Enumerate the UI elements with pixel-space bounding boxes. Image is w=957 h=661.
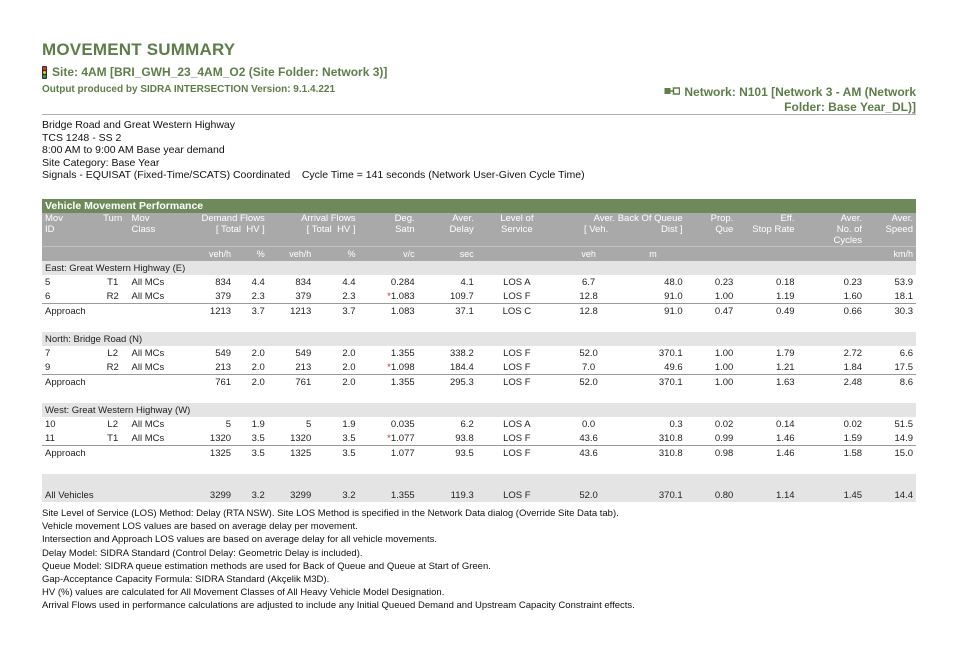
cell-eff: 1.19 (736, 289, 797, 304)
cell-at: 379 (268, 289, 314, 304)
note-line: Arrival Flows used in performance calculations are adjusted to include any Initial Queued Demand and Upstream Capacity Constraint effects. (42, 600, 635, 612)
critical-marker: * (387, 290, 391, 302)
cell-at: 1325 (268, 446, 314, 461)
cell-qd: 48.0 (620, 275, 685, 289)
cell-eff: 0.18 (736, 275, 797, 289)
cell-los: LOS F (477, 346, 557, 360)
cell-dhv: 2.3 (234, 289, 268, 304)
table-header: Mov ID Turn Mov Class Demand Flows [ Total HV ] Arrival Flows [ Total HV ] Deg. Satn Aver. Delay Level of Service Aver. Back Of Queue [ Veh. Dist ] Prop. Que Eff. Stop Rate Aver. No. of Cycles Aver. Speed (42, 213, 916, 247)
cell-at: 5 (268, 417, 314, 431)
cell-dhv: 3.5 (234, 431, 268, 446)
report-title: MOVEMENT SUMMARY (42, 40, 236, 59)
cell-los: LOS A (477, 417, 557, 431)
network-line-1: Network: N101 [Network 3 - AM (Network (684, 85, 916, 99)
cell-prop: 0.99 (686, 431, 737, 446)
cell-cyc: 0.23 (798, 275, 866, 289)
cell-delay: 184.4 (418, 360, 477, 375)
cell-prop: 1.00 (686, 375, 737, 390)
cell-ahv: 3.5 (314, 431, 358, 446)
cell-qd: 310.8 (620, 446, 685, 461)
note-line: Delay Model: SIDRA Standard (Control Delay: Geometric Delay is included). (42, 547, 363, 559)
cell-dt: 761 (194, 375, 234, 390)
cell-id: 9 (42, 360, 97, 375)
cell-deg: 1.355 (359, 346, 418, 360)
cell-spd: 53.9 (865, 275, 916, 289)
cell-los: LOS F (477, 431, 557, 446)
cell-ahv: 2.0 (314, 346, 358, 360)
cell-spd: 6.6 (865, 346, 916, 360)
cell-eff: 1.63 (736, 375, 797, 390)
cell-qd: 370.1 (620, 346, 685, 360)
table-units: veh/h % veh/h % v/c sec veh m km/h (42, 247, 916, 262)
cell-ahv: 1.9 (314, 417, 358, 431)
cell-dt: 5 (194, 417, 234, 431)
cell-deg-value: 1.083 (390, 290, 415, 302)
cell-prop: 1.00 (686, 360, 737, 375)
cell-id: 10 (42, 417, 97, 431)
cell-spd: 14.9 (865, 431, 916, 446)
approach-section-header (42, 332, 916, 346)
cell-delay: 4.1 (418, 275, 477, 289)
cell-cls: All MCs (129, 275, 194, 289)
cell-qv: 52.0 (557, 346, 620, 360)
cell-eff: 1.46 (736, 431, 797, 446)
cell-qv: 0.0 (557, 417, 620, 431)
cell-at: 834 (268, 275, 314, 289)
cell-spd: 18.1 (865, 289, 916, 304)
cell-qd: 91.0 (620, 289, 685, 304)
cell-los: LOS F (477, 360, 557, 375)
cell-qv: 43.6 (557, 446, 620, 461)
site-heading (42, 65, 387, 79)
all-vehicles-row (42, 488, 916, 502)
cell-qv: 12.8 (557, 304, 620, 319)
network-line-2: Folder: Base Year_DL)] (784, 100, 916, 115)
cell-spd: 14.4 (865, 488, 916, 502)
cell-prop: 1.00 (686, 346, 737, 360)
table-caption: Vehicle Movement Performance (42, 199, 916, 213)
cell-qv: 6.7 (557, 275, 620, 289)
approach-name: North: Bridge Road (N) (42, 332, 916, 346)
cell-eff: 1.79 (736, 346, 797, 360)
cell-qd: 49.6 (620, 360, 685, 375)
cell-ahv: 2.3 (314, 289, 358, 304)
cell-delay: 295.3 (418, 375, 477, 390)
row-label: All Vehicles (42, 488, 97, 502)
cell-cyc: 0.66 (798, 304, 866, 319)
cell-prop: 0.98 (686, 446, 737, 461)
cell-dhv: 2.0 (234, 360, 268, 375)
cell-prop: 0.23 (686, 275, 737, 289)
cell-cyc: 1.84 (798, 360, 866, 375)
cell-deg: 1.355 (359, 488, 418, 502)
cell-turn: L2 (97, 417, 129, 431)
cell-spd: 17.5 (865, 360, 916, 375)
cell-dt: 3299 (194, 488, 234, 502)
cell-cyc: 1.58 (798, 446, 866, 461)
cell-ahv: 3.7 (314, 304, 358, 319)
spacer-row (42, 389, 916, 403)
critical-marker: * (387, 432, 391, 444)
cell-qv: 43.6 (557, 431, 620, 446)
cell-cyc: 0.02 (798, 417, 866, 431)
table-row (42, 346, 916, 360)
cell-deg (359, 431, 418, 446)
note-line: Queue Model: SIDRA queue estimation methods are used for Back of Queue and Queue at Start of Green. (42, 560, 491, 572)
cell-prop: 1.00 (686, 289, 737, 304)
cell-qv: 7.0 (557, 360, 620, 375)
cell-delay: 6.2 (418, 417, 477, 431)
info-line: 8:00 AM to 9:00 AM Base year demand (42, 144, 225, 156)
note-line: Site Level of Service (LOS) Method: Delay (RTA NSW). Site LOS Method is specified in the Network Data dialog (Override Site Data tab). (42, 508, 619, 519)
cell-ahv: 2.0 (314, 375, 358, 390)
cell-dhv: 1.9 (234, 417, 268, 431)
note-line: HV (%) values are calculated for All Movement Classes of All Heavy Vehicle Model Designation. (42, 587, 445, 599)
cell-dt: 1325 (194, 446, 234, 461)
cell-los: LOS F (477, 289, 557, 304)
cell-deg: 1.083 (359, 304, 418, 319)
cell-ahv: 2.0 (314, 360, 358, 375)
table-row (42, 289, 916, 304)
cell-dt: 213 (194, 360, 234, 375)
info-line: Site Category: Base Year (42, 156, 160, 169)
cell-eff: 0.49 (736, 304, 797, 319)
cell-eff: 1.46 (736, 446, 797, 461)
row-label: Approach (42, 304, 97, 319)
cell-prop: 0.02 (686, 417, 737, 431)
cell-dt: 549 (194, 346, 234, 360)
info-line: Signals - EQUISAT (Fixed-Time/SCATS) Coordinated Cycle Time = 141 seconds (Network User-Given Cycle Time) (42, 169, 585, 181)
output-note: Output produced by SIDRA INTERSECTION Version: 9.1.4.221 (42, 84, 336, 95)
cell-at: 549 (268, 346, 314, 360)
cell-delay: 37.1 (418, 304, 477, 319)
row-label: Approach (42, 446, 97, 461)
cell-dt: 1320 (194, 431, 234, 446)
cell-at: 761 (268, 375, 314, 390)
cell-los: LOS A (477, 275, 557, 289)
approach-section-header (42, 403, 916, 417)
cell-dhv: 4.4 (234, 275, 268, 289)
header-divider (42, 114, 916, 115)
cell-ahv: 3.2 (314, 488, 358, 502)
table-row (42, 417, 916, 431)
cell-dt: 1213 (194, 304, 234, 319)
cell-eff: 0.14 (736, 417, 797, 431)
cell-delay: 119.3 (418, 488, 477, 502)
cell-id: 11 (42, 431, 97, 446)
cell-id: 6 (42, 289, 97, 304)
notes (42, 507, 635, 613)
table-row (42, 431, 916, 446)
cell-deg: 1.355 (359, 375, 418, 390)
cell-cls: All MCs (129, 431, 194, 446)
cell-cyc: 2.48 (798, 375, 866, 390)
cell-delay: 93.8 (418, 431, 477, 446)
cell-prop: 0.80 (686, 488, 737, 502)
cell-dhv: 3.7 (234, 304, 268, 319)
approach-total-row (42, 304, 916, 319)
movement-performance-table (42, 199, 916, 502)
site-info (42, 119, 585, 182)
spacer-row (42, 318, 916, 332)
cell-los: LOS C (477, 304, 557, 319)
cell-los: LOS F (477, 446, 557, 461)
cell-eff: 1.21 (736, 360, 797, 375)
cell-prop: 0.47 (686, 304, 737, 319)
cell-qd: 0.3 (620, 417, 685, 431)
approach-section-header (42, 261, 916, 275)
info-line: Bridge Road and Great Western Highway (42, 119, 235, 131)
cell-qv: 52.0 (557, 375, 620, 390)
cell-cls: All MCs (129, 289, 194, 304)
cell-qd: 370.1 (620, 488, 685, 502)
cell-id: 7 (42, 346, 97, 360)
approach-name: East: Great Western Highway (E) (42, 261, 916, 275)
cell-cls: All MCs (129, 417, 194, 431)
cell-dhv: 2.0 (234, 346, 268, 360)
cell-ahv: 3.5 (314, 446, 358, 461)
network-icon (664, 85, 680, 100)
cell-dt: 379 (194, 289, 234, 304)
cell-cyc: 2.72 (798, 346, 866, 360)
cell-turn: L2 (97, 346, 129, 360)
cell-deg-value: 1.077 (390, 432, 415, 444)
cell-delay: 93.5 (418, 446, 477, 461)
cell-turn: R2 (97, 360, 129, 375)
cell-dt: 834 (194, 275, 234, 289)
row-label: Approach (42, 375, 97, 390)
cell-deg: 0.284 (359, 275, 418, 289)
cell-deg: 0.035 (359, 417, 418, 431)
note-line: Vehicle movement LOS values are based on average delay per movement. (42, 521, 358, 533)
cell-los: LOS F (477, 488, 557, 502)
cell-at: 1213 (268, 304, 314, 319)
approach-total-row (42, 446, 916, 461)
note-line: Gap-Acceptance Capacity Formula: SIDRA Standard (Akçelik M3D). (42, 574, 330, 586)
cell-spd: 51.5 (865, 417, 916, 431)
cell-spd: 15.0 (865, 446, 916, 461)
cell-dhv: 3.2 (234, 488, 268, 502)
cell-qv: 52.0 (557, 488, 620, 502)
cell-turn: T1 (97, 275, 129, 289)
note-line: Intersection and Approach LOS values are based on average delay for all vehicle movements. (42, 534, 438, 546)
cell-deg (359, 289, 418, 304)
cell-ahv: 4.4 (314, 275, 358, 289)
cell-turn: T1 (97, 431, 129, 446)
cell-dhv: 3.5 (234, 446, 268, 461)
info-line: TCS 1248 - SS 2 (42, 131, 122, 144)
spacer-row (42, 460, 916, 474)
cell-deg-value: 1.098 (390, 361, 415, 373)
cell-spd: 8.6 (865, 375, 916, 390)
cell-cyc: 1.60 (798, 289, 866, 304)
network-heading (664, 85, 916, 115)
site-label: Site: 4AM [BRI_GWH_23_4AM_O2 (Site Folder: Network 3)] (52, 65, 388, 79)
cell-deg (359, 360, 418, 375)
cell-delay: 109.7 (418, 289, 477, 304)
table-row (42, 275, 916, 289)
cell-cls: All MCs (129, 360, 194, 375)
cell-qd: 310.8 (620, 431, 685, 446)
cell-eff: 1.14 (736, 488, 797, 502)
cell-cyc: 1.59 (798, 431, 866, 446)
approach-name: West: Great Western Highway (W) (42, 403, 916, 417)
cell-qd: 370.1 (620, 375, 685, 390)
cell-deg: 1.077 (359, 446, 418, 461)
spacer-row (42, 474, 916, 488)
cell-los: LOS F (477, 375, 557, 390)
cell-at: 1320 (268, 431, 314, 446)
cell-cls: All MCs (129, 346, 194, 360)
approach-total-row (42, 375, 916, 390)
traffic-signal-icon (42, 66, 47, 79)
cell-turn: R2 (97, 289, 129, 304)
cell-at: 213 (268, 360, 314, 375)
cell-at: 3299 (268, 488, 314, 502)
critical-marker: * (387, 361, 391, 373)
cell-cyc: 1.45 (798, 488, 866, 502)
cell-delay: 338.2 (418, 346, 477, 360)
table-row (42, 360, 916, 375)
cell-id: 5 (42, 275, 97, 289)
cell-spd: 30.3 (865, 304, 916, 319)
cell-qd: 91.0 (620, 304, 685, 319)
cell-dhv: 2.0 (234, 375, 268, 390)
cell-qv: 12.8 (557, 289, 620, 304)
